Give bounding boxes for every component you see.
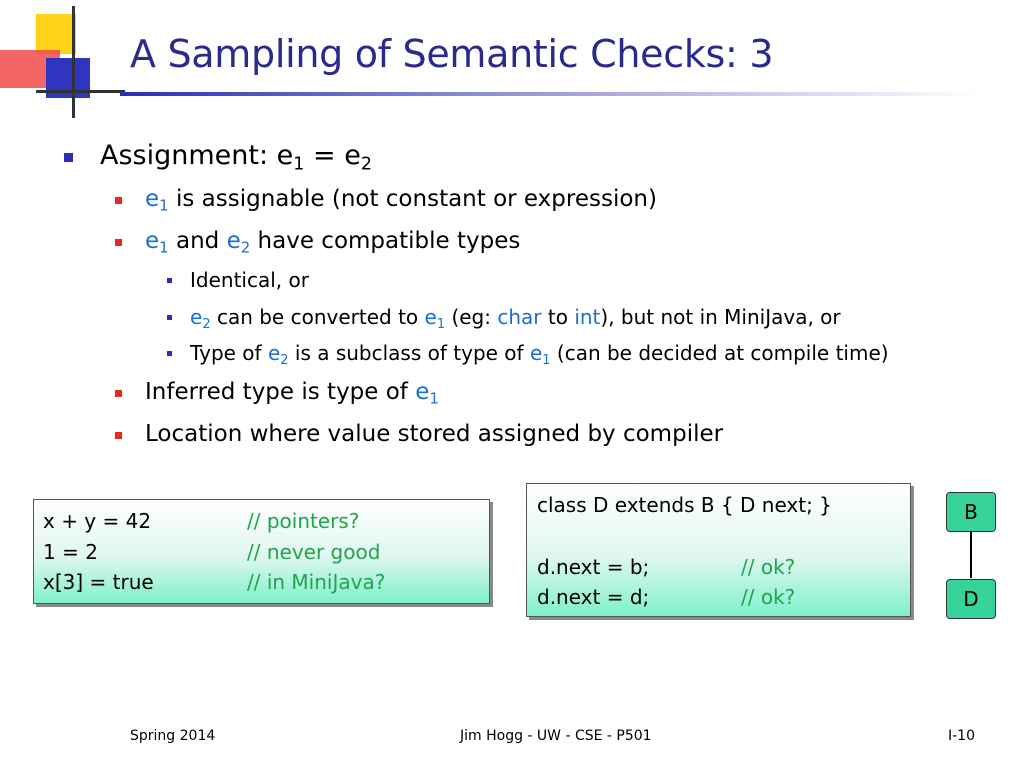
code-comment: // ok?	[741, 585, 796, 609]
int-keyword: int	[574, 305, 601, 329]
inheritance-edge	[970, 531, 972, 578]
bullet-identical	[190, 268, 309, 292]
code-row	[43, 509, 151, 533]
class-declaration: class D extends B { D next; }	[537, 493, 832, 517]
bullet-marker	[167, 278, 172, 283]
slide-title: A Sampling of Semantic Checks: 3	[130, 32, 774, 76]
footer-date: Spring 2014	[130, 728, 216, 744]
text: can be converted to	[210, 305, 425, 329]
bullet-marker	[167, 351, 172, 356]
e2-term: $e_2$	[190, 305, 211, 332]
bullet-marker	[167, 315, 172, 320]
e1-term: $e_1$	[145, 186, 169, 215]
bullet-marker	[115, 239, 122, 246]
class-node-d: D	[946, 579, 996, 619]
code-text: 1 = 2	[43, 540, 98, 564]
bullet-converted	[190, 305, 841, 332]
bullet-marker	[115, 390, 122, 397]
code-row	[43, 540, 98, 564]
text: have compatible types	[250, 228, 521, 254]
slide-logo	[0, 0, 125, 120]
bullet-marker	[115, 197, 122, 204]
footer-slide-number: I-10	[948, 728, 975, 744]
bullet-marker	[64, 153, 73, 162]
e1-term: $e_1$	[145, 228, 169, 257]
bullet-inferred-type	[145, 379, 439, 408]
text: (can be decided at compile time)	[550, 341, 889, 365]
text: Identical, or	[190, 268, 309, 292]
code-comment: // pointers?	[247, 509, 360, 533]
e1-term: $e_1$	[415, 379, 439, 408]
code-text: d.next = b;	[537, 555, 650, 579]
text: is a subclass of type of	[288, 341, 530, 365]
code-row	[537, 585, 649, 609]
text: to	[541, 305, 575, 329]
text: = e	[304, 140, 361, 171]
text: Assignment: e	[100, 140, 294, 171]
code-row	[43, 570, 154, 594]
e1-term: $e_1$	[424, 305, 446, 332]
code-row	[537, 555, 649, 579]
char-keyword: char	[497, 305, 542, 329]
bullet-subclass	[190, 341, 889, 368]
code-comment: // never good	[247, 540, 381, 564]
subscript: 1	[293, 154, 305, 175]
subscript: 2	[360, 154, 372, 175]
code-text: x + y = 42	[43, 509, 152, 533]
bullet-compatible-types	[145, 228, 521, 257]
code-comment: // in MiniJava?	[247, 570, 386, 594]
bullet-marker	[115, 432, 122, 439]
title-underline	[120, 92, 980, 96]
e2-term: $e_2$	[226, 228, 251, 257]
bullet-assignable	[145, 186, 657, 215]
code-text: x[3] = true	[43, 570, 154, 594]
bullet-assignment	[100, 140, 372, 175]
footer-author: Jim Hogg - UW - CSE - P501	[460, 728, 652, 744]
code-box-left	[33, 499, 490, 604]
code-comment: // ok?	[741, 555, 796, 579]
text: Type of	[190, 341, 268, 365]
text: ), but not in MiniJava, or	[600, 305, 841, 329]
e2-term: $e_2$	[267, 341, 289, 368]
text: Location where value stored assigned by compiler	[145, 421, 724, 447]
e1-term: $e_1$	[529, 341, 551, 368]
text: is assignable (not constant or expression)	[168, 186, 657, 212]
code-text: d.next = d;	[537, 585, 650, 609]
code-box-right	[526, 483, 911, 617]
class-node-b: B	[946, 492, 996, 532]
bullet-location	[145, 421, 723, 447]
text: Inferred type is type of	[145, 379, 416, 405]
text: (eg:	[445, 305, 498, 329]
text: and	[168, 228, 227, 254]
